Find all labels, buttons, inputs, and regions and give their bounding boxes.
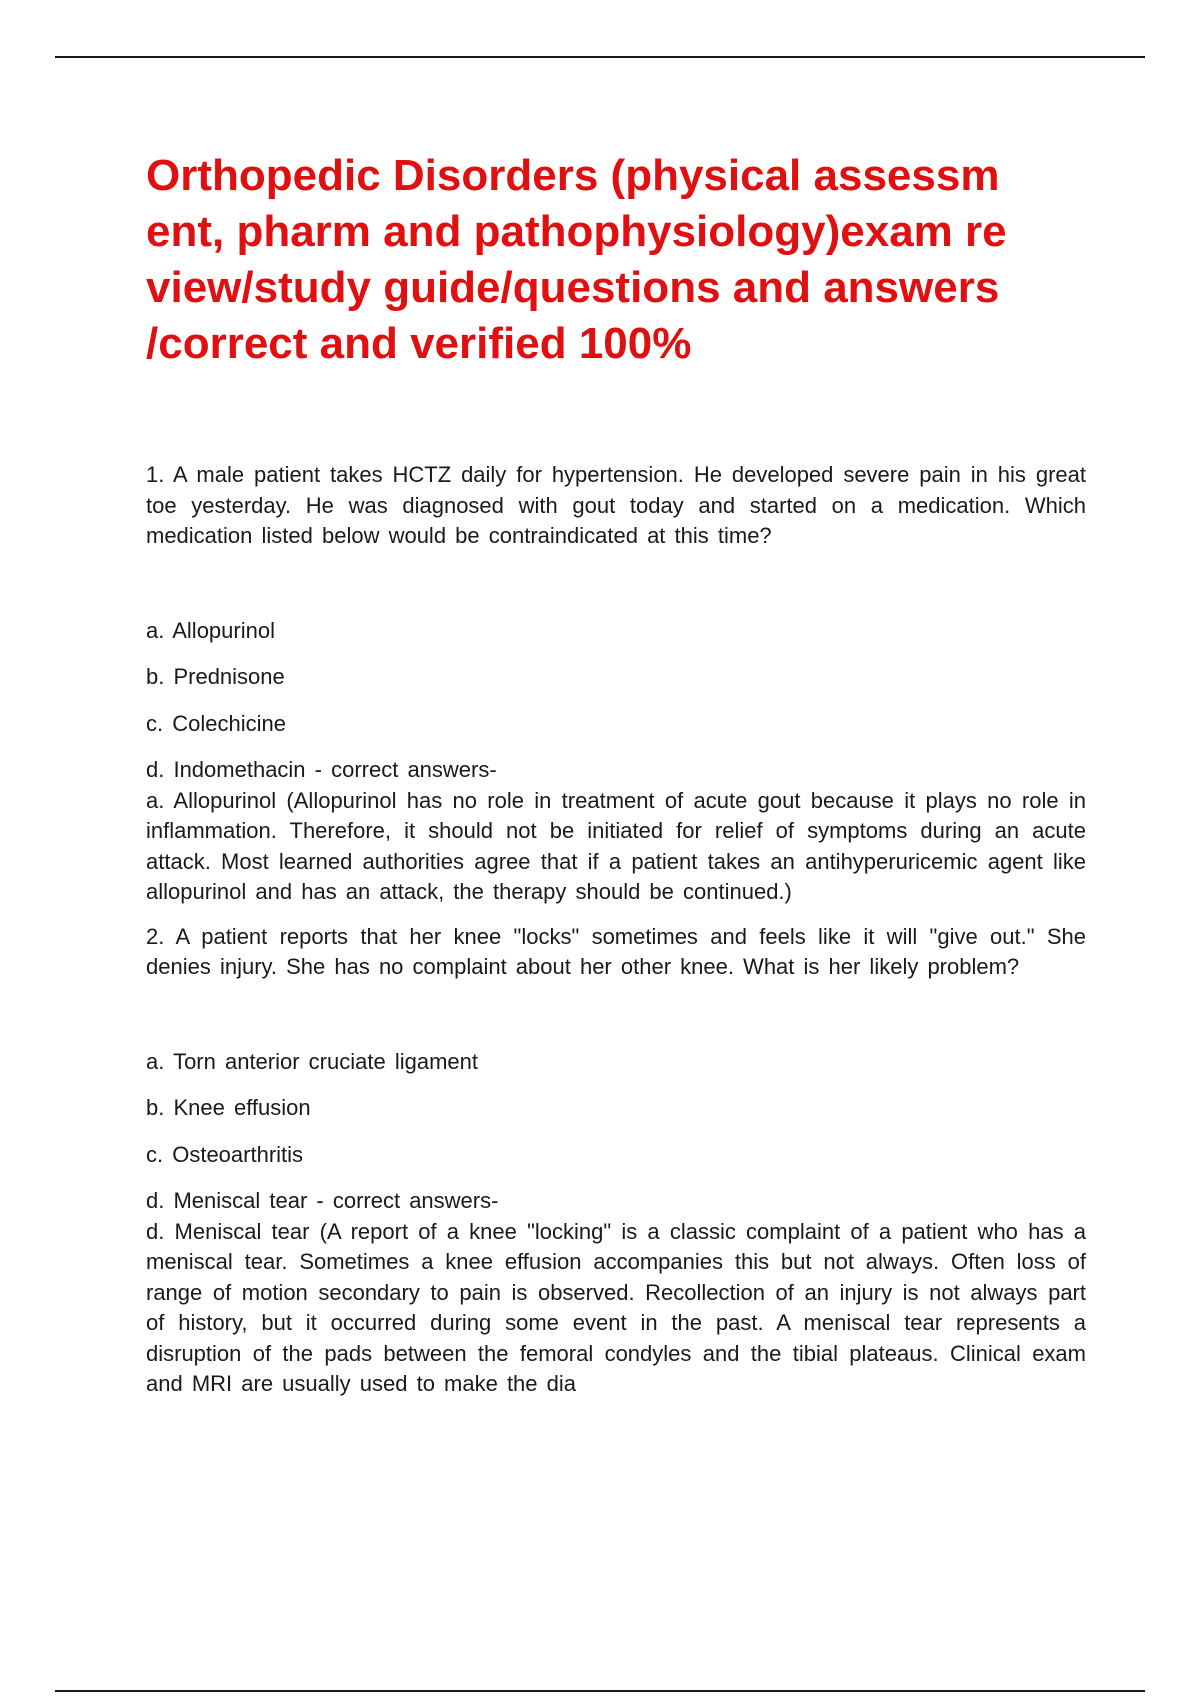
top-rule — [55, 56, 1145, 58]
question-2-option-c: c. Osteoarthritis — [146, 1141, 304, 1167]
title-line: view/study guide/questions and answers — [146, 263, 1000, 312]
title-line: ent, pharm and pathophysiology)exam re — [146, 207, 1007, 256]
question-1-option-c: c. Colechicine — [146, 710, 286, 736]
question-2-explanation: d. Meniscal tear (A report of a knee "locking" is a classic complaint of a patient who has a meniscal tear. Sometimes a knee effusion accompanies this but not always. Often loss of range of motion secondary to pain is observed. Recollection of an injury is not always part of history, but it occurred during some event in the past. A meniscal tear represents a disruption of the pads between the femoral condyles and the tibial plateaus. Clinical exam and MRI are usually used to make the dia — [146, 1218, 1086, 1396]
question-1-option-b: b. Prednisone — [146, 664, 285, 689]
question-1-explanation: a. Allopurinol (Allopurinol has no role in treatment of acute gout because it plays no role in inflammation. Therefore, it should not be initiated for relief of symptoms during an acute attack. Most learned authorities agree that if a patient takes an antihyperuricemic agent like allopurinol and has an attack, the therapy should be continued.) — [146, 787, 1086, 904]
question-2-option-b: b. Knee effusion — [146, 1095, 311, 1120]
question-1-answer: d. Indomethacin - correct answers- — [146, 757, 497, 782]
document-title — [146, 148, 1146, 372]
question-1-stem: 1. A male patient takes HCTZ daily for hypertension. He developed severe pain in his great toe yesterday. He was diagnosed with gout today and started on a medication. Which medication listed below would be contraindicated at this time? — [146, 462, 1086, 548]
question-1-option-a: a. Allopurinol — [146, 617, 275, 643]
bottom-rule — [55, 1690, 1145, 1692]
document-body — [146, 460, 1086, 1400]
title-line: Orthopedic Disorders (physical assessm — [146, 151, 1000, 200]
question-2-answer: d. Meniscal tear - correct answers- — [146, 1188, 499, 1213]
title-line: /correct and verified 100% — [146, 319, 692, 368]
question-2-stem: 2. A patient reports that her knee "locks" sometimes and feels like it will "give out." She denies injury. She has no complaint about her other knee. What is her likely problem? — [146, 923, 1086, 979]
question-2-option-a: a. Torn anterior cruciate ligament — [146, 1048, 478, 1074]
